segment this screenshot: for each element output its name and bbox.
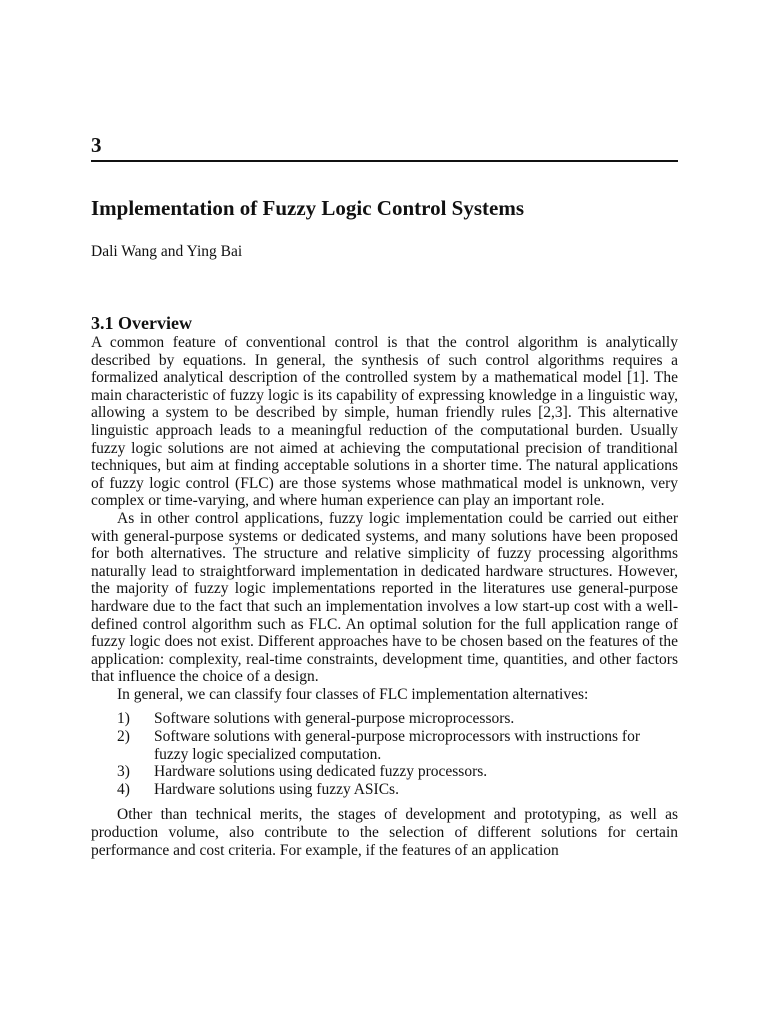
list-item-number: 4) [117, 780, 130, 798]
paragraph-intro: A common feature of conventional control is that the control algorithm is analytically described by equations. In general, the synthesis of such control algorithms requires a formalized analytical description of the controlled system by a mathematical model [1]. The main characteristic of fuzzy logic is its capability of expressing knowledge in a linguistic way, allowing a system to be described by simple, human friendly rules [2,3]. This alternative linguistic approach leads to a meaningful reduction of the computational burden. Usually fuzzy logic solutions are not aimed at achieving the computational precision of tranditional techniques, but aim at finding acceptable solutions in a shorter time. The natural applications of fuzzy logic control (FLC) are those systems whose mathmatical model is unknown, very complex or time-varying, and where human experience can play an important role. [91, 334, 678, 510]
list-item-number: 3) [117, 763, 130, 781]
paragraph-selection: Other than technical merits, the stages of development and prototyping, as well as production volume, also contribute to the selection of different solutions for certain performance and cost criteria. For example, if the features of an application [91, 806, 678, 859]
list-item-number: 2) [117, 728, 130, 746]
alternatives-list [91, 710, 678, 798]
section-body [91, 334, 678, 859]
list-item [91, 763, 678, 781]
list-item [91, 710, 678, 728]
list-item-text: Hardware solutions using dedicated fuzzy processors. [154, 763, 488, 781]
list-item-text: Hardware solutions using fuzzy ASICs. [154, 780, 399, 798]
chapter-authors: Dali Wang and Ying Bai [91, 243, 243, 260]
list-item-text: Software solutions with general-purpose microprocessors. [154, 710, 515, 728]
paragraph-classification: In general, we can classify four classes of FLC implementation alternatives: [117, 685, 589, 703]
chapter-divider [91, 160, 678, 162]
list-item-text: Software solutions with general-purpose microprocessors with instructions for fuzzy logic specialized computation. [154, 728, 641, 763]
list-item [91, 781, 678, 799]
list-item-number: 1) [117, 710, 130, 728]
section-heading: 3.1 Overview [91, 312, 192, 333]
list-item [91, 728, 678, 763]
chapter-title: Implementation of Fuzzy Logic Control Systems [91, 196, 524, 221]
chapter-number: 3 [91, 133, 102, 157]
paragraph-implementation: As in other control applications, fuzzy logic implementation could be carried out either with general-purpose systems or dedicated systems, and many solutions have been proposed for both alternatives. The structure and relative simplicity of fuzzy processing algorithms naturally lead to straightforward implementation in dedicated hardware structures. However, the majority of fuzzy logic implementations reported in the literatures use general-purpose hardware due to the fact that such an implementation involves a low start-up cost with a well-defined control algorithm such as FLC. An optimal solution for the full application range of fuzzy logic does not exist. Different approaches have to be chosen based on the features of the application: complexity, real-time constraints, development time, quantities, and other factors that influence the choice of a design. [91, 509, 678, 686]
